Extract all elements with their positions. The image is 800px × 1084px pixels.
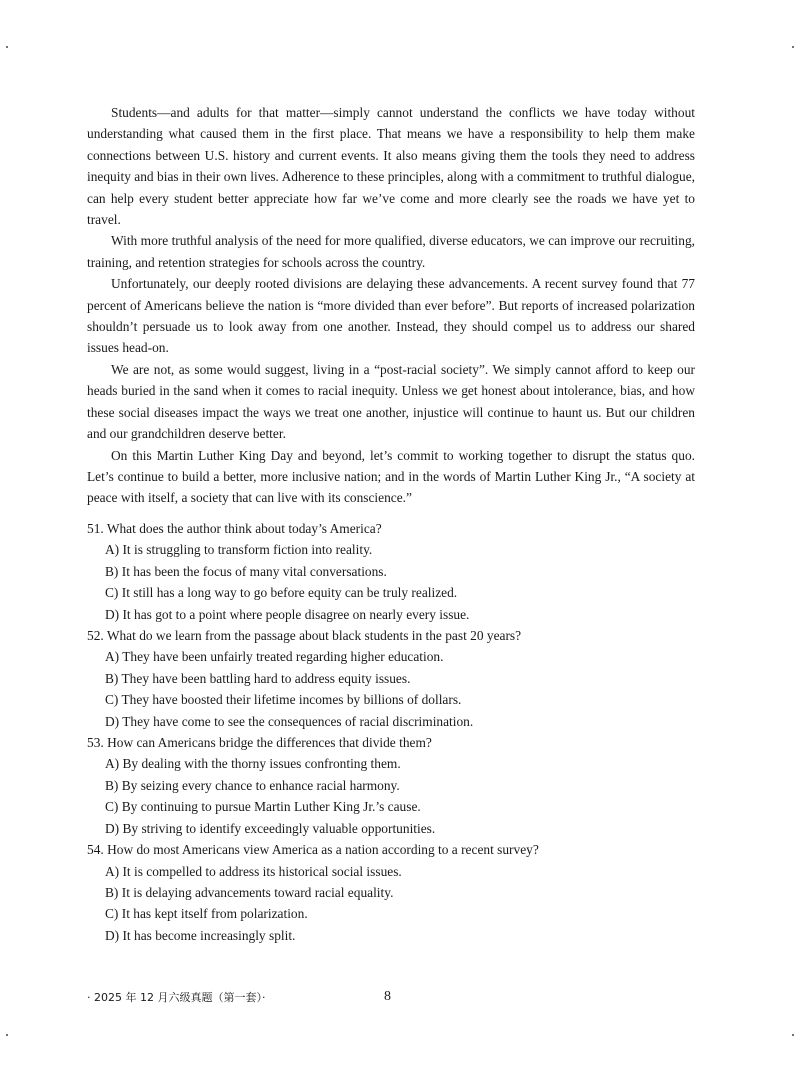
option-d: D) By striving to identify exceedingly valuable opportunities. [105, 820, 436, 836]
question-51 [87, 518, 707, 625]
question-stem: 54. How do most Americans view America as a nation according to a recent survey? [87, 842, 539, 858]
option-c: C) It still has a long way to go before equity can be truly realized. [105, 585, 458, 601]
option-a: A) They have been unfairly treated regarding higher education. [105, 649, 444, 665]
passage-paragraph: Unfortunately, our deeply rooted divisions are delaying these advancements. A recent survey found that 77 percent of Americans believe the nation is “more divided than ever before”. But reports of increased polarization shouldn’t persuade us to look away from one another. Instead, they should compel us to address our shared issues head-on. [87, 276, 695, 356]
page-number: 8 [384, 989, 391, 1004]
option-d: D) It has got to a point where people disagree on nearly every issue. [105, 606, 470, 622]
corner-mark-bottom-right [792, 1034, 794, 1036]
exam-footer-label: · 2025 年 12 月六级真题（第一套）· [87, 991, 266, 1004]
question-54 [87, 839, 707, 946]
option-d: D) They have come to see the consequences of racial discrimination. [105, 713, 474, 729]
option-a: A) By dealing with the thorny issues confronting them. [105, 756, 401, 772]
option-c: C) It has kept itself from polarization. [105, 906, 308, 922]
option-b: B) It has been the focus of many vital conversations. [105, 563, 387, 579]
passage-paragraph: On this Martin Luther King Day and beyond, let’s commit to working together to disrupt the status quo. Let’s continue to build a better, more inclusive nation; and in the words of Martin Luther King Jr., “A society at peace with itself, a society that can live with its conscience.” [87, 447, 695, 506]
corner-mark-top-left [6, 46, 8, 48]
question-stem: 52. What do we learn from the passage about black students in the past 20 years? [87, 628, 522, 644]
reading-passage [87, 102, 695, 509]
question-stem: 51. What does the author think about today’s America? [87, 521, 382, 536]
option-b: B) It is delaying advancements toward racial equality. [105, 884, 394, 900]
corner-mark-bottom-left [6, 1034, 8, 1036]
question-53 [87, 732, 707, 839]
option-b: B) By seizing every chance to enhance racial harmony. [105, 777, 400, 793]
question-list [87, 518, 707, 946]
question-stem: 53. How can Americans bridge the differences that divide them? [87, 735, 432, 751]
passage-paragraph: We are not, as some would suggest, living in a “post-racial society”. We simply cannot afford to keep our heads buried in the sand when it comes to racial inequity. Unless we get honest about intolerance, bias, and how these social diseases impact the ways we treat one another, injustice will continue to haunt us. But our children and our grandchildren deserve better. [87, 361, 695, 442]
passage-paragraph: With more truthful analysis of the need for more qualified, diverse educators, we can improve our recruiting, training, and retention strategies for schools across the country. [87, 233, 695, 270]
option-d: D) It has become increasingly split. [105, 927, 296, 943]
passage-paragraph: Students—and adults for that matter—simply cannot understand the conflicts we have today without understanding what caused them in the first place. That means we have a responsibility to help them make connections between U.S. history and current events. It also means giving them the tools they need to address inequity and bias in their own lives. Adherence to these principles, along with a commitment to truthful dialogue, can help every student better appreciate how far we’ve come and more clearly see the roads we have yet to travel. [87, 105, 695, 228]
option-c: C) They have boosted their lifetime incomes by billions of dollars. [105, 692, 462, 708]
corner-mark-top-right [792, 46, 794, 48]
question-52 [87, 625, 707, 732]
option-a: A) It is compelled to address its historical social issues. [105, 863, 402, 879]
option-b: B) They have been battling hard to address equity issues. [105, 670, 411, 686]
option-c: C) By continuing to pursue Martin Luther King Jr.’s cause. [105, 799, 421, 815]
option-a: A) It is struggling to transform fiction into reality. [105, 542, 373, 558]
